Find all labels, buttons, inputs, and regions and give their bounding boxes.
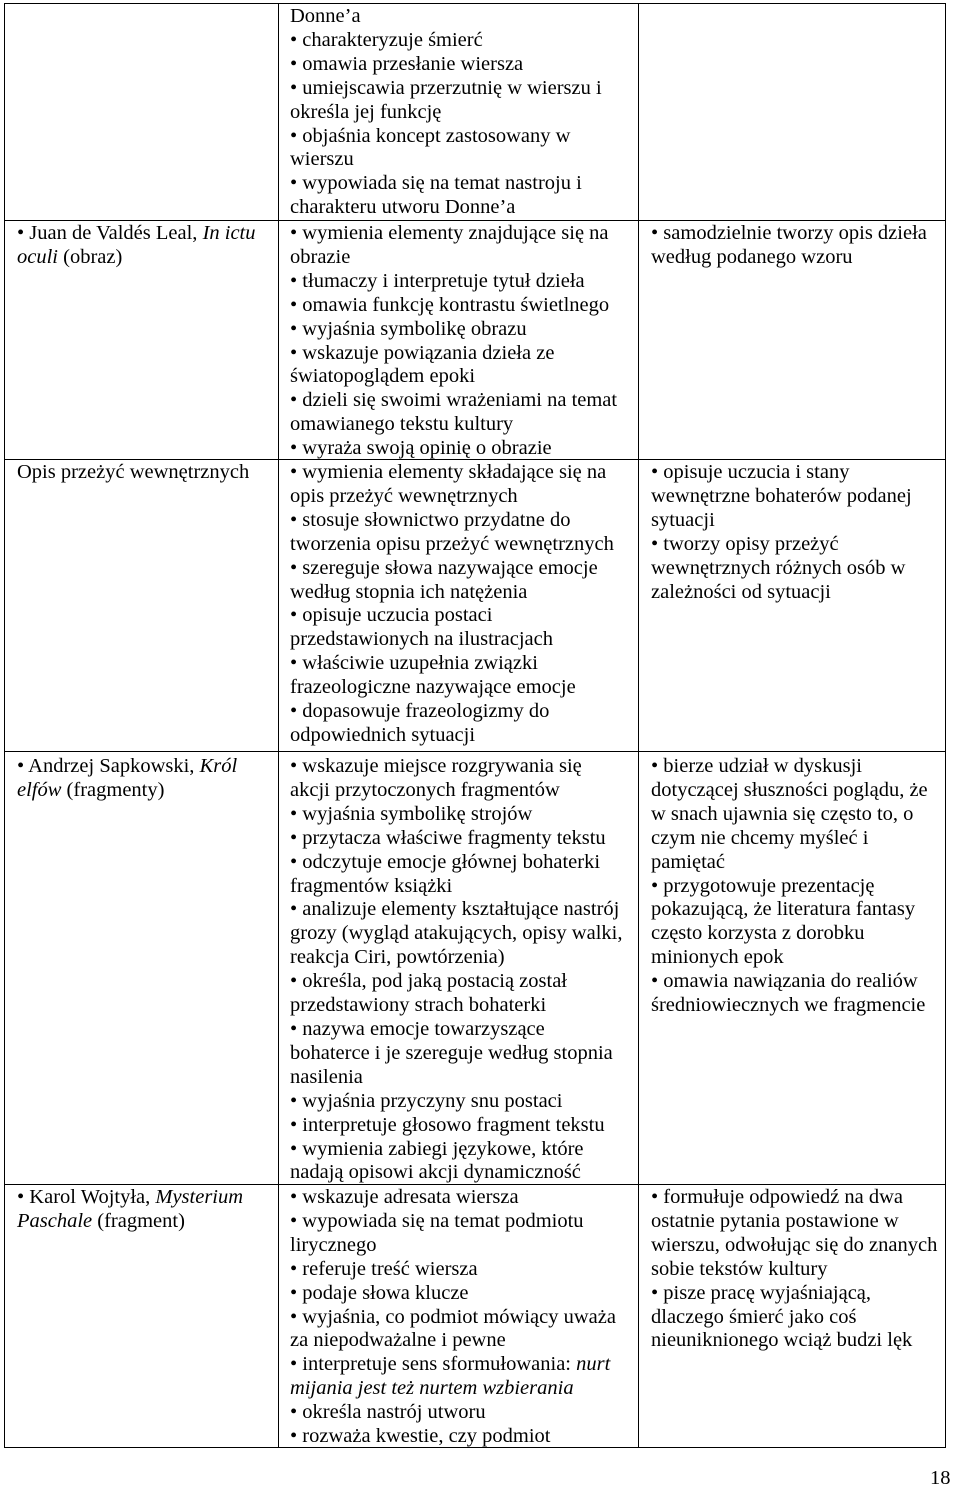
list-item: • odczytuje emocje głównej bohaterki fragmentów książki [290,850,601,897]
table-cell-r1-c1 [5,4,279,221]
list-item: • wyjaśnia, co podmiot mówiący uważa za niepodważalne i pewne [290,1305,616,1352]
list-item [17,222,278,270]
list-item [290,1353,638,1401]
list-item: • charakteryzuje śmierć [290,28,483,51]
table-cell-r3-c1 [5,460,279,752]
work-title: In ictu oculi [17,222,256,268]
list-item: • wyjaśnia przyczyny snu postaci [290,1089,563,1112]
list-item: • rozważa kwestie, czy podmiot [290,1425,551,1448]
list-item: • określa nastrój utworu [290,1401,486,1424]
list-item: • dopasowuje frazeologizmy do odpowiednich sytuacji [290,700,550,746]
author-name: • Karol Wojtyła, [17,1186,156,1208]
list-item: • referuje treść wiersza [290,1257,478,1280]
list-item: • przygotowuje prezentację pokazującą, że literatura fantasy często korzysta z dorobku minionych epok [651,874,916,969]
requirements-table [4,3,946,1448]
list-item: • opisuje uczucia postaci przedstawionych na ilustracjach [290,604,553,651]
list-item: • przytacza właściwe fragmenty tekstu [290,826,606,849]
list-item: • wyjaśnia symbolikę obrazu [290,317,527,340]
table-cell-r1-c3 [639,4,946,221]
list-item: • określa, pod jaką postacią został przedstawiony strach bohaterki [290,970,568,1017]
table-cell-r2-c2 [279,221,639,460]
list-item: • podaje słowa klucze [290,1281,469,1304]
list-item: • wskazuje adresata wiersza [290,1186,519,1208]
list-item: • wymienia elementy składające się na opis przeżyć wewnętrznych [290,461,607,507]
list-item: • analizuje elementy kształtujące nastrój grozy (wygląd atakujących, opisy walki, reakcja Ciri, powtórzenia) [290,898,623,969]
table-cell-r4-c2 [279,752,639,1185]
list-item: • wskazuje powiązania dzieła ze światopoglądem epoki [290,341,555,388]
list-item: • tłumaczy i interpretuje tytuł dzieła [290,269,585,292]
work-title: Król elfów [17,755,238,801]
author-name: • Juan de Valdés Leal, [17,222,203,244]
list-item: • omawia nawiązania do realiów średniowiecznych we fragmencie [651,970,926,1017]
list-item: • umiejscawia przerzutnię w wierszu i określa jej funkcję [290,76,602,123]
table-cell-r5-c3 [639,1185,946,1448]
cell-text: Opis przeżyć wewnętrznych [17,461,250,483]
list-item: • właściwie uzupełnia związki frazeologiczne nazywające emocje [290,652,576,699]
work-type: (fragmenty) [61,778,165,801]
page-number: 18 [930,1467,951,1489]
list-item: • samodzielnie tworzy opis dzieła według podanego wzoru [651,222,927,268]
item-text: • interpretuje sens sformułowania: [290,1353,577,1376]
list-item: • wymienia elementy znajdujące się na obrazie [290,222,609,268]
table-cell-r5-c2 [279,1185,639,1448]
list-item: • wyjaśnia symbolikę strojów [290,802,533,825]
list-item: • objaśnia koncept zastosowany w wierszu [290,124,571,171]
list-item: • stosuje słownictwo przydatne do tworzenia opisu przeżyć wewnętrznych [290,508,614,555]
list-item [17,755,278,803]
table-cell-r3-c3 [639,460,946,752]
list-item: • nazywa emocje towarzyszące bohaterce i je szereguje według stopnia nasilenia [290,1017,613,1088]
list-item: • tworzy opisy przeżyć wewnętrznych różnych osób w zależności od sytuacji [651,532,906,603]
list-item: • opisuje uczucia i stany wewnętrzne bohaterów podanej sytuacji [651,461,912,531]
list-item: • wymienia zabiegi językowe, które nadają opisowi akcji dynamiczność [290,1137,584,1184]
table-cell-r4-c3 [639,752,946,1185]
table-cell-r4-c1 [5,752,279,1185]
work-title: Mysterium Paschale [17,1186,244,1232]
author-name: • Andrzej Sapkowski, [17,755,200,777]
table-cell-r1-c2 [279,4,639,221]
list-item: • omawia funkcję kontrastu świetlnego [290,293,610,316]
list-item: • wskazuje miejsce rozgrywania się akcji przytoczonych fragmentów [290,755,582,801]
list-item: • szereguje słowa nazywające emocje według stopnia ich natężenia [290,556,598,603]
list-item: • wyraża swoją opinię o obrazie [290,437,552,460]
list-item [17,1186,278,1234]
work-type: (fragment) [92,1209,185,1232]
list-item: • bierze udział w dyskusji dotyczącej słuszności poglądu, że w snach ujawnia się często to, o czym nie chcemy myśleć i pamiętać [651,755,928,873]
table-cell-r3-c2 [279,460,639,752]
table-cell-r2-c1 [5,221,279,460]
list-item: • pisze pracę wyjaśniającą, dlaczego śmierć jako coś nieuniknionego wciąż budzi lęk [651,1281,913,1352]
list-item: • wypowiada się na temat nastroju i charakteru utworu Donne’a [290,172,582,219]
list-item: • dzieli się swoimi wrażeniami na temat omawianego tekstu kultury [290,389,618,436]
work-type: (obraz) [58,245,123,268]
cell-text: Donne’a [290,5,361,27]
table-cell-r5-c1 [5,1185,279,1448]
table-cell-r2-c3 [639,221,946,460]
list-item: • interpretuje głosowo fragment tekstu [290,1113,605,1136]
list-item: • formułuje odpowiedź na dwa ostatnie pytania postawione w wierszu, odwołując się do znanych sobie tekstów kultury [651,1186,938,1280]
list-item: • wypowiada się na temat podmiotu lirycznego [290,1209,584,1256]
list-item: • omawia przesłanie wiersza [290,52,524,75]
quoted-phrase: nurt mijania jest też nurtem wzbierania [290,1353,611,1400]
